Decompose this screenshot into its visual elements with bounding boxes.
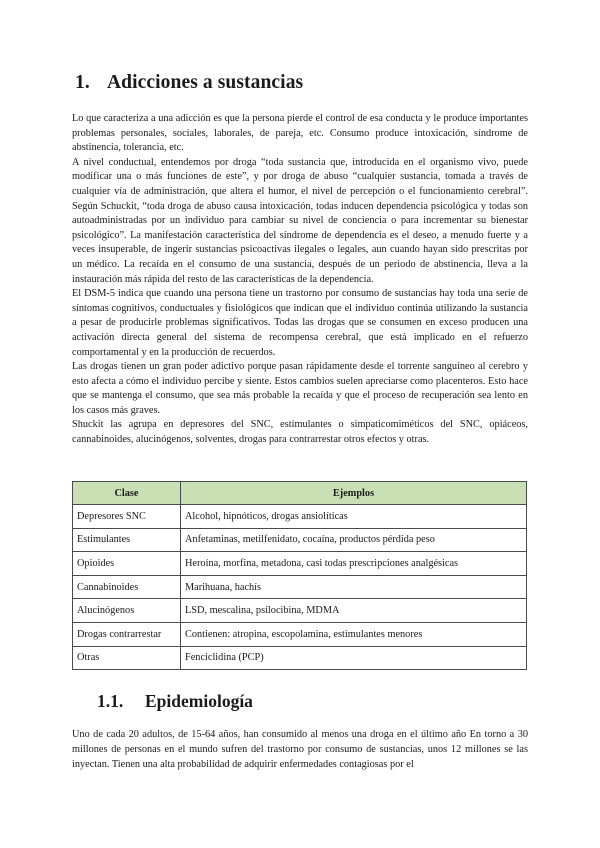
cell-examples: Fenciclidina (PCP) [181, 646, 527, 670]
paragraph-intro: Lo que caracteriza a una adicción es que la persona pierde el control de esa conducta y le produce importantes problemas personales, sociales, laborales, de pareja, etc. Consumo produce intoxicación, síndrome de abstinencia, tolerancia, etc. [72, 113, 528, 154]
table-row [73, 622, 527, 646]
drug-classes-table [72, 481, 527, 670]
table-header-row [73, 482, 527, 505]
cell-examples: Alcohol, hipnóticos, drogas ansiolíticas [181, 505, 527, 529]
subsection-title: Epidemiología [145, 691, 253, 711]
cell-class: Otras [73, 646, 181, 670]
header-ejemplos: Ejemplos [181, 482, 527, 505]
cell-class: Depresores SNC [73, 505, 181, 529]
section-body [72, 112, 528, 448]
cell-class: Alucinógenos [73, 599, 181, 623]
subsection-body [72, 727, 528, 772]
table-row [73, 599, 527, 623]
cell-class: Opioides [73, 552, 181, 576]
table-row [73, 646, 527, 670]
cell-examples: Heroína, morfina, metadona, casi todas prescripciones analgésicas [181, 552, 527, 576]
subsection-heading [97, 691, 253, 712]
cell-class: Cannabinoides [73, 575, 181, 599]
paragraph-dsm5: El DSM-5 indica que cuando una persona tiene un trastorno por consumo de sustancias hay toda una serie de síntomas cognitivos, conductuales y fisiológicos que indican que el individuo continúa utilizando la sustancia a pesar de producirle problemas significativos. Todas las drogas que se consumen en exceso producen una activación directa general del sistema de recompensa cerebral, que está implicado en el refuerzo comportamental y en la producción de recuerdos. [72, 288, 528, 358]
cell-examples: Anfetaminas, metilfenidato, cocaína, productos pérdida peso [181, 528, 527, 552]
cell-class: Drogas contrarrestar [73, 622, 181, 646]
table-row [73, 552, 527, 576]
header-clase: Clase [73, 482, 181, 505]
table-row [73, 505, 527, 529]
cell-class: Estimulantes [73, 528, 181, 552]
paragraph-classification: Shuckit las agrupa en depresores del SNC, estimulantes o simpaticomiméticos del SNC, opiáceos, cannabinoides, alucinógenos, solventes, drogas para contrarrestar otros efectos y otras. [72, 419, 528, 446]
paragraph-addictive-power: Las drogas tienen un gran poder adictivo porque pasan rápidamente desde el torrente sanguíneo al cerebro y esto afecta a cómo el individuo percibe y siente. Estos cambios suelen apreciarse como placenteros. Esto hace que se mantenga el consumo, que sea más probable la recaída y que el proceso de recuperación sea lento en los casos más graves. [72, 361, 528, 416]
paragraph-definition: A nivel conductual, entendemos por droga “toda sustancia que, introducida en el organismo vivo, puede modificar una o más funciones de este”, y por droga de abuso “cualquier sustancia, tomada a través de cualquier vía de administración, que altera el humor, el nivel de percepción o el funcionamiento cerebral”. Según Schuckit, “toda droga de abuso causa intoxicación, todas inducen dependencia psicológica y todas son autoadministradas por un individuo para cambiar su nivel de conciencia o para incrementar su bienestar psicológico”. La manifestación característica del síndrome de dependencia es el deseo, a menudo fuerte y a veces insuperable, de ingerir sustancias psicoactivas ilegales o legales, aun cuando hayan sido prescritas por un médico. La recaída en el consumo de una sustancia, después de un periodo de abstinencia, lleva a la instauración más rápida del resto de las características de la dependencia. [72, 156, 528, 285]
section-title: Adicciones a sustancias [107, 72, 304, 93]
cell-examples: LSD, mescalina, psilocibina, MDMA [181, 599, 527, 623]
section-heading [75, 72, 303, 94]
paragraph-epidemiology: Uno de cada 20 adultos, de 15-64 años, han consumido al menos una droga en el último año En torno a 30 millones de personas en el mundo sufren del trastorno por consumo de sustancias, unos 12 millones se las inyectan. Tienen una alta probabilidad de adquirir enfermedades contagiosas por el [72, 729, 528, 770]
table-row [73, 528, 527, 552]
section-number: 1. [75, 72, 90, 93]
cell-examples: Marihuana, hachís [181, 575, 527, 599]
subsection-number: 1.1. [97, 691, 124, 711]
table-row [73, 575, 527, 599]
cell-examples: Contienen: atropina, escopolamina, estimulantes menores [181, 622, 527, 646]
